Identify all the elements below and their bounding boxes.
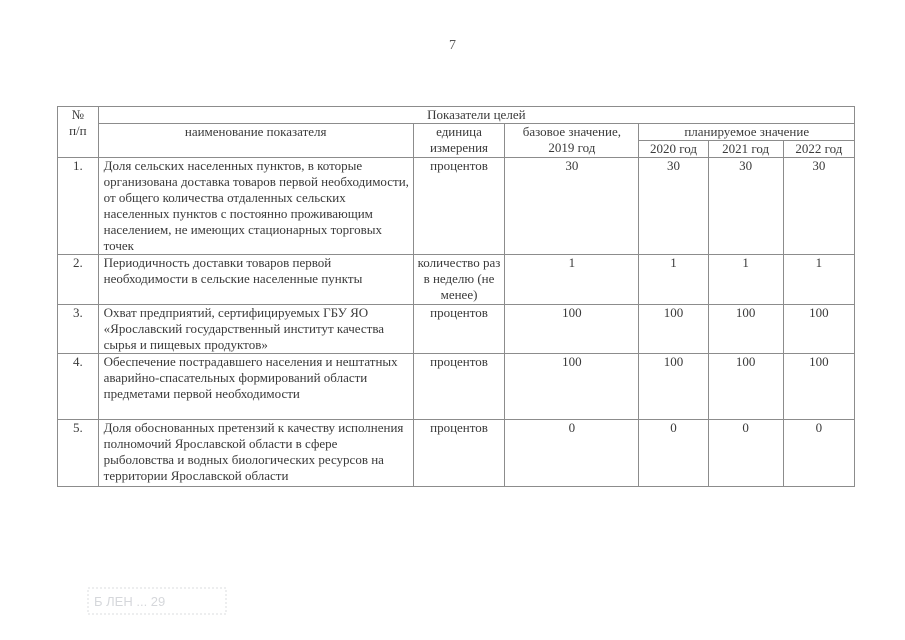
row-name: Периодичность доставки товаров первой необходимости в сельские населенные пункты <box>98 255 413 305</box>
row-base: 0 <box>505 420 639 487</box>
row-unit: процентов <box>413 305 504 354</box>
row-2021: 100 <box>708 354 783 420</box>
row-2022: 30 <box>783 158 854 255</box>
row-2020: 100 <box>639 305 708 354</box>
row-base: 30 <box>505 158 639 255</box>
page-number: 7 <box>449 38 456 53</box>
row-base: 1 <box>505 255 639 305</box>
row-unit: процентов <box>413 158 504 255</box>
row-unit: количество раз в неделю (не менее) <box>413 255 504 305</box>
row-2021: 30 <box>708 158 783 255</box>
header-unit: единица измерения <box>413 124 504 158</box>
row-2022: 1 <box>783 255 854 305</box>
header-base: базовое значение, 2019 год <box>505 124 639 158</box>
row-2020: 30 <box>639 158 708 255</box>
goals-indicators-table <box>57 106 855 487</box>
header-name: наименование показателя <box>98 124 413 158</box>
row-name: Доля обоснованных претензий к качеству исполнения полномочий Ярославской области в сфере рыболовства и водных биологических ресурсов на территории Ярославской области <box>98 420 413 487</box>
row-num: 2. <box>58 255 99 305</box>
row-unit: процентов <box>413 354 504 420</box>
stamp-text: Б ЛЕН ... 29 <box>94 594 166 609</box>
table-header-row-1 <box>58 107 855 124</box>
row-name: Доля сельских населенных пунктов, в которые организована доставка товаров первой необходимости, от общего количества отдаленных сельских населенных пунктов с постоянно проживающим населением, не имеющих стационарных торговых точек <box>98 158 413 255</box>
header-year-2021: 2021 год <box>708 141 783 158</box>
header-year-2022: 2022 год <box>783 141 854 158</box>
row-2022: 100 <box>783 305 854 354</box>
table-row <box>58 354 855 420</box>
header-year-2020: 2020 год <box>639 141 708 158</box>
table-header-row-2 <box>58 124 855 141</box>
row-2020: 100 <box>639 354 708 420</box>
table-row <box>58 420 855 487</box>
header-num: № п/п <box>58 107 99 158</box>
row-2020: 0 <box>639 420 708 487</box>
row-2022: 100 <box>783 354 854 420</box>
row-2021: 1 <box>708 255 783 305</box>
row-num: 4. <box>58 354 99 420</box>
row-name: Охват предприятий, сертифицируемых ГБУ ЯО «Ярославский государственный институт качества сырья и пищевых продуктов» <box>98 305 413 354</box>
row-name: Обеспечение пострадавшего населения и нештатных аварийно-спасательных формирований области предметами первой необходимости <box>98 354 413 420</box>
row-2020: 1 <box>639 255 708 305</box>
row-2021: 100 <box>708 305 783 354</box>
header-group-title: Показатели целей <box>98 107 854 124</box>
row-2021: 0 <box>708 420 783 487</box>
row-unit: процентов <box>413 420 504 487</box>
table-row <box>58 305 855 354</box>
row-base: 100 <box>505 354 639 420</box>
row-num: 5. <box>58 420 99 487</box>
row-num: 1. <box>58 158 99 255</box>
row-base: 100 <box>505 305 639 354</box>
row-num: 3. <box>58 305 99 354</box>
table-row <box>58 255 855 305</box>
row-2022: 0 <box>783 420 854 487</box>
table-row <box>58 158 855 255</box>
stamp-mark <box>86 586 228 616</box>
header-planned: планируемое значение <box>639 124 855 141</box>
